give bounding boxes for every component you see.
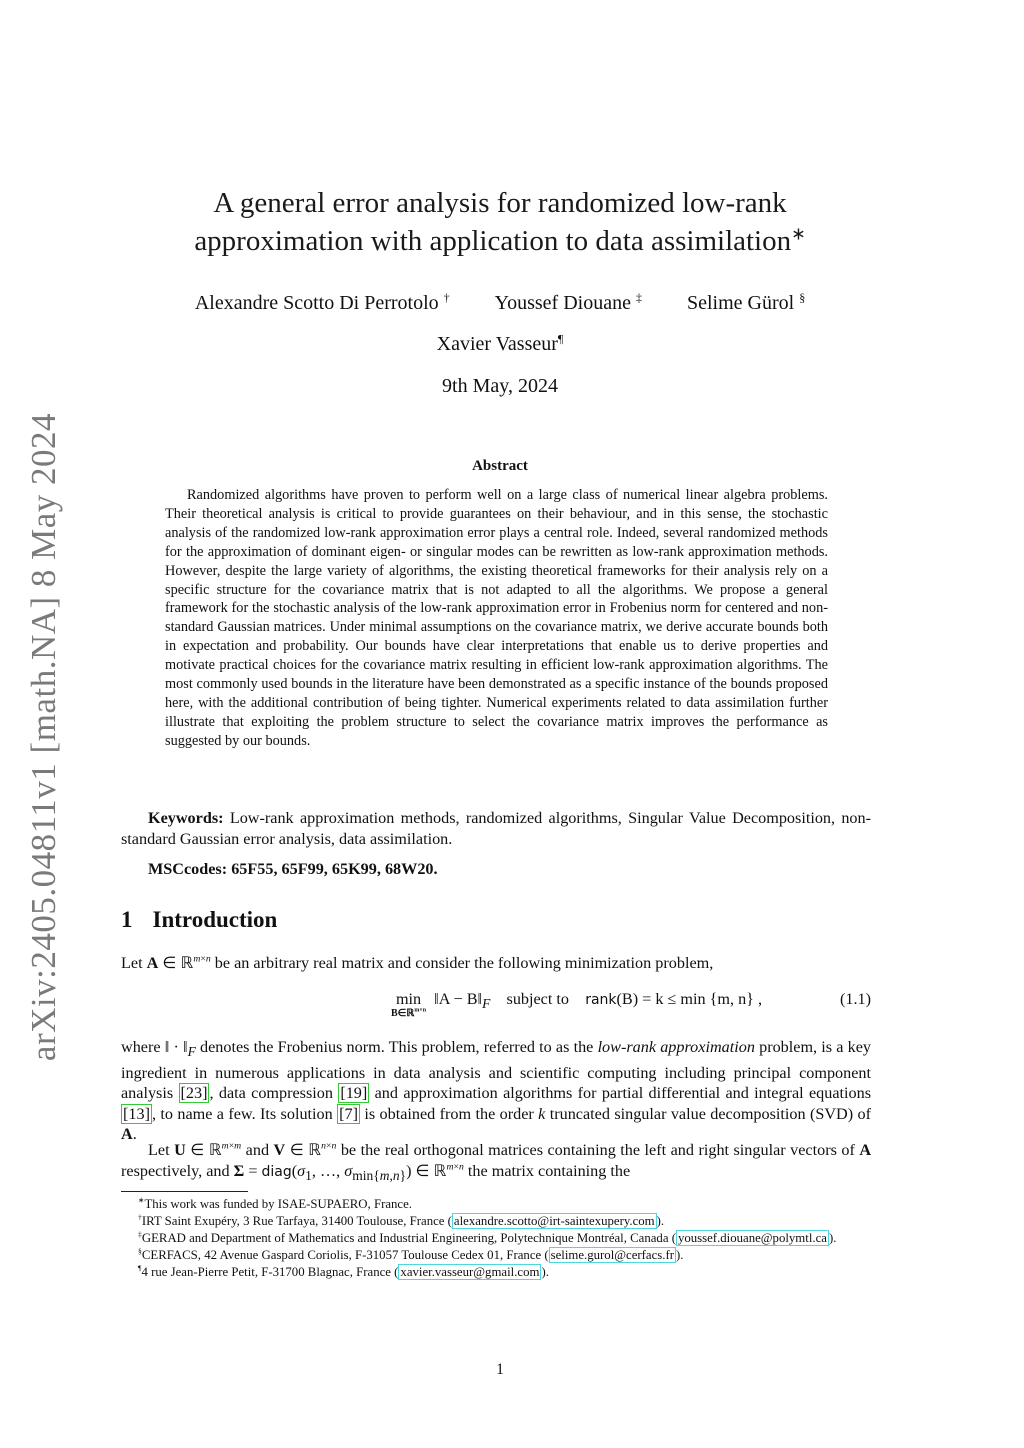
arxiv-identifier: arXiv:2405.04811v1 [math.NA] 8 May 2024 — [24, 412, 63, 1062]
msc-codes: MSCcodes: 65F55, 65F99, 65K99, 68W20. — [148, 860, 438, 878]
author-footnote-mark[interactable]: † — [443, 290, 450, 305]
title-footnote-mark[interactable]: ∗ — [791, 223, 806, 244]
publication-date: 9th May, 2024 — [442, 375, 558, 397]
equation-body: min B∈ℝ$^{m\times n}$ ‖A − $B‖_F$ subject to rank(B) = k ≤ min {m, n} , — [391, 990, 763, 1019]
keywords — [121, 808, 871, 849]
author: Youssef Diouane ‡ — [494, 290, 642, 314]
abstract-heading: Abstract — [472, 458, 528, 474]
footnote: ∗This work was funded by ISAE-SUPAERO, France. — [138, 1195, 412, 1211]
intro-paragraph-2: where ‖ · $‖_F$ denotes the Frobenius norm. This problem, referred to as the low-rank approximation problem, is a key ingredient in numerous applications in data analysis and scientific computing including principal component analysis [23] , data compression [19] and approximation algorithms for partial differential and integral equations [13] , to name a few. Its solution [7] is obtained from the order k truncated singular value decomposition (SVD) of A. — [121, 1038, 871, 1144]
equation-number: (1.1) — [839, 990, 871, 1008]
citation-link[interactable]: [7] — [339, 1104, 358, 1123]
email-link[interactable]: selime.gurol@cerfacs.fr — [550, 1248, 674, 1262]
equation-1-1 — [121, 988, 871, 1024]
author: Alexandre Scotto Di Perrotolo † — [194, 290, 450, 314]
section-title: Introduction — [152, 907, 278, 932]
keywords-label: Keywords: — [148, 809, 224, 827]
citation-link[interactable]: [23] — [180, 1084, 208, 1103]
abstract-text: Randomized algorithms have proven to perform well on a large class of numerical linear algebra problems. Their theoretical analysis is critical to provide guarantees on their behaviour, and in this sense, the stochastic analysis of the randomized low-rank approximation error plays a central role. Indeed, several randomized methods for the approximation of dominant eigen- or singular modes can be rewritten as low-rank approximation methods. However, despite the large variety of algorithms, the existing theoretical frameworks for their analysis rely on a specific structure for the covariance matrix that is not adapted to all the algorithms. We propose a general framework for the stochastic analysis of the low-rank approximation error in Frobenius norm for centered and non-standard Gaussian matrices. Under minimal assumptions on the covariance matrix, we derive accurate bounds both in expectation and probability. Our bounds have clear interpretations that enable us to derive properties and motivate practical choices for the covariance matrix resulting in efficient low-rank approximation algorithms. The most commonly used bounds in the literature have been demonstrated as a specific instance of the bounds proposed here, with the additional contribution of being tighter. Numerical experiments related to data assimilation further illustrate that exploiting the problem structure to select the covariance matrix improves the performance as suggested by our bounds. — [165, 487, 828, 749]
footnote-rule — [121, 1191, 248, 1192]
intro-paragraph-1: Let A ∈ ℝ$^{m\times n}$ be an arbitrary real matrix and consider the following minimization problem, — [121, 953, 714, 972]
footnotes — [121, 1196, 871, 1281]
equation-min-operator: min B∈ℝ$^{m\times n}$ — [391, 990, 427, 1019]
citation-link[interactable]: [19] — [340, 1084, 368, 1103]
author: Xavier Vasseur¶ — [436, 331, 564, 355]
author-footnote-mark[interactable]: ‡ — [635, 290, 642, 305]
author-footnote-mark[interactable]: ¶ — [557, 331, 564, 346]
citation-link[interactable]: [13] — [123, 1104, 150, 1123]
footnote: §CERFACS, 42 Avenue Gaspard Coriolis, F-31057 Toulouse Cedex 01, France ( selime.gurol@cerfacs.fr ). — [138, 1246, 684, 1262]
author: Selime Gürol § — [686, 290, 806, 314]
section-number: 1 — [121, 907, 133, 932]
email-link[interactable]: youssef.diouane@polymtl.ca — [677, 1231, 827, 1245]
author-list — [120, 292, 880, 315]
email-link[interactable]: xavier.vasseur@gmail.com — [400, 1265, 540, 1279]
section-heading — [121, 907, 277, 933]
paper-title — [120, 184, 880, 260]
title-line-1: A general error analysis for randomized low-rank — [213, 187, 787, 219]
page-number: 1 — [496, 1361, 504, 1378]
keywords-text: Low-rank approximation methods, randomized algorithms, Singular Value Decomposition, non-standard Gaussian error analysis, data assimilation. — [121, 809, 872, 848]
title-line-2: approximation with application to data assimilation∗ — [194, 223, 806, 257]
author-footnote-mark[interactable]: § — [799, 290, 806, 305]
intro-paragraph-3: Let U ∈ ℝ$^{m\times m}$ and V ∈ ℝ$^{n\times n}$ be the real orthogonal matrices containing the left and right singular vectors of A respectively, and $\Sigma = diag(\sigma_1$, …, $\sigma_{min\{m,n\}}$) ∈ ℝ$^{m\times n}$ the matrix containing the — [121, 1140, 872, 1183]
email-link[interactable]: alexandre.scotto@irt-saintexupery.com — [453, 1214, 655, 1228]
footnote: ‡GERAD and Department of Mathematics and Industrial Engineering, Polytechnique Montréal, Canada ( youssef.diouane@polymtl.ca ). — [138, 1229, 837, 1245]
footnote: †IRT Saint Exupéry, 3 Rue Tarfaya, 31400 Toulouse, France ( alexandre.scotto@irt-saintexupery.com ). — [138, 1212, 665, 1228]
footnote: ¶4 rue Jean-Pierre Petit, F-31700 Blagnac, France ( xavier.vasseur@gmail.com ). — [138, 1263, 549, 1279]
